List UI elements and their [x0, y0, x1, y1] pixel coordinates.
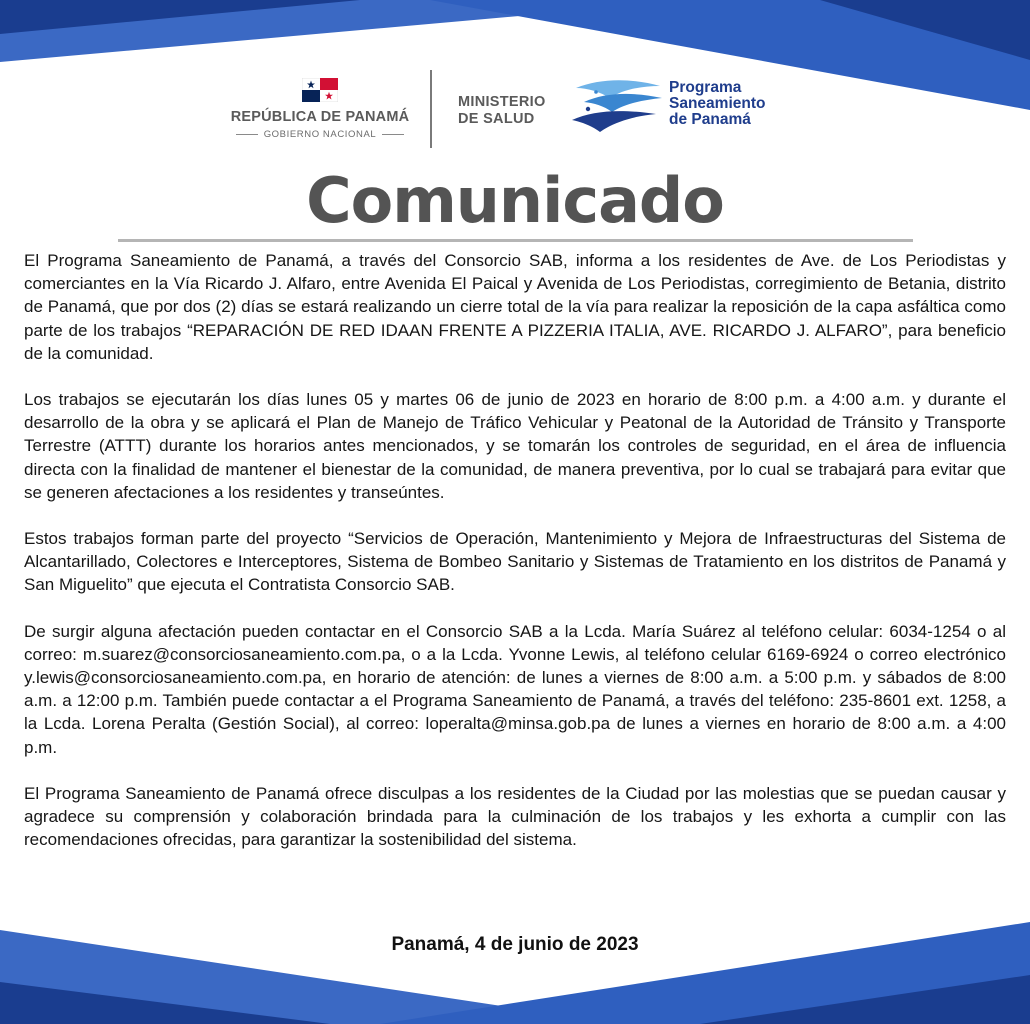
ministry-line1: MINISTERIO	[458, 94, 546, 110]
government-name: REPÚBLICA DE PANAMÁ	[230, 109, 410, 125]
program-line3: de Panamá	[669, 111, 751, 128]
government-logo	[222, 78, 418, 140]
paragraph-1: El Programa Saneamiento de Panamá, a través del Consorcio SAB, informa a los residentes de Ave. de Los Periodistas y comerciantes en la Vía Ricardo J. Alfaro, entre Avenida El Paical y Avenida de Los Periodistas, corregimiento de Betania, distrito de Panamá, que por dos (2) días se estará realizando un cierre total de la vía para realizar la reposición de la capa asfáltica como parte de los trabajos “REPARACIÓN DE RED IDAAN FRENTE A PIZZERIA ITALIA, AVE. RICARDO J. ALFARO”, para beneficio de la comunidad.	[24, 251, 1006, 363]
divider-rule	[236, 134, 258, 135]
program-logo-text	[669, 80, 765, 128]
paragraph-3: Estos trabajos forman parte del proyecto “Servicios de Operación, Mantenimiento y Mejora de Infraestructuras del Sistema de Alcantarillado, Colectores e Interceptores, Sistema de Bombeo Sanitario y Sistemas de Tratamiento en los distritos de Panamá y San Miguelito” que ejecuta el Contratista Consorcio SAB.	[24, 529, 1006, 595]
divider-rule	[382, 134, 404, 135]
paragraph-2: Los trabajos se ejecutarán los días lunes 05 y martes 06 de junio de 2023 en horario de 8:00 p.m. a 4:00 a.m. y durante el desarrollo de la obra y se aplicará el Plan de Manejo de Tráfico Vehicular y Peatonal de la Autoridad de Tránsito y Transporte Terrestre (ATTT) durante los horarios antes mencionados, y se tomarán los controles de seguridad, en el área de influencia directa con la finalidad de mantener el bienestar de la comunidad, de manera preventiva, por lo cual se trabajará para evitar que se generen afectaciones a los residentes y transeúntes.	[24, 390, 1006, 502]
paragraph-4: De surgir alguna afectación pueden contactar en el Consorcio SAB a la Lcda. María Suárez al teléfono celular: 6034-1254 o al correo: m.suarez@consorciosaneamiento.com.pa, o a la Lcda. Yvonne Lewis, al teléfono celular 6169-6924 o correo electrónico y.lewis@consorciosaneamiento.com.pa, en horario de atención: de lunes a viernes de 8:00 a.m. a 5:00 p.m. y sábados de 8:00 a.m. a 12:00 p.m. También puede contactar a el Programa Saneamiento de Panamá, a través del teléfono: 235-8601 ext. 1258, a la Lcda. Lorena Peralta (Gestión Social), al correo: loperalta@minsa.gob.pa de lunes a viernes en horario de 8:00 a.m. a 4:00 p.m.	[24, 621, 1006, 757]
logo-divider	[430, 70, 432, 148]
page-title: Comunicado	[306, 164, 724, 237]
paragraph-5: El Programa Saneamiento de Panamá ofrece disculpas a los residentes de la Ciudad por las molestias que se puedan causar y agradece su comprensión y colaboración brindada para la culminación de los trabajos y les exhorta a cumplir con las recomendaciones ofrecidas, para garantizar la sostenibilidad del sistema.	[24, 783, 1006, 850]
date-line: Panamá, 4 de junio de 2023	[391, 934, 639, 955]
government-sub-row	[222, 129, 418, 140]
title-underline	[118, 239, 913, 242]
panama-flag-icon	[302, 78, 338, 102]
government-sub: GOBIERNO NACIONAL	[263, 129, 377, 140]
program-line1: Programa	[669, 79, 742, 96]
document-body	[24, 249, 1006, 874]
program-line2: Saneamiento	[669, 95, 766, 112]
ministry-logo	[458, 94, 546, 128]
ministry-line2: DE SALUD	[458, 111, 535, 127]
saneamiento-wave-logo-icon	[570, 76, 666, 138]
